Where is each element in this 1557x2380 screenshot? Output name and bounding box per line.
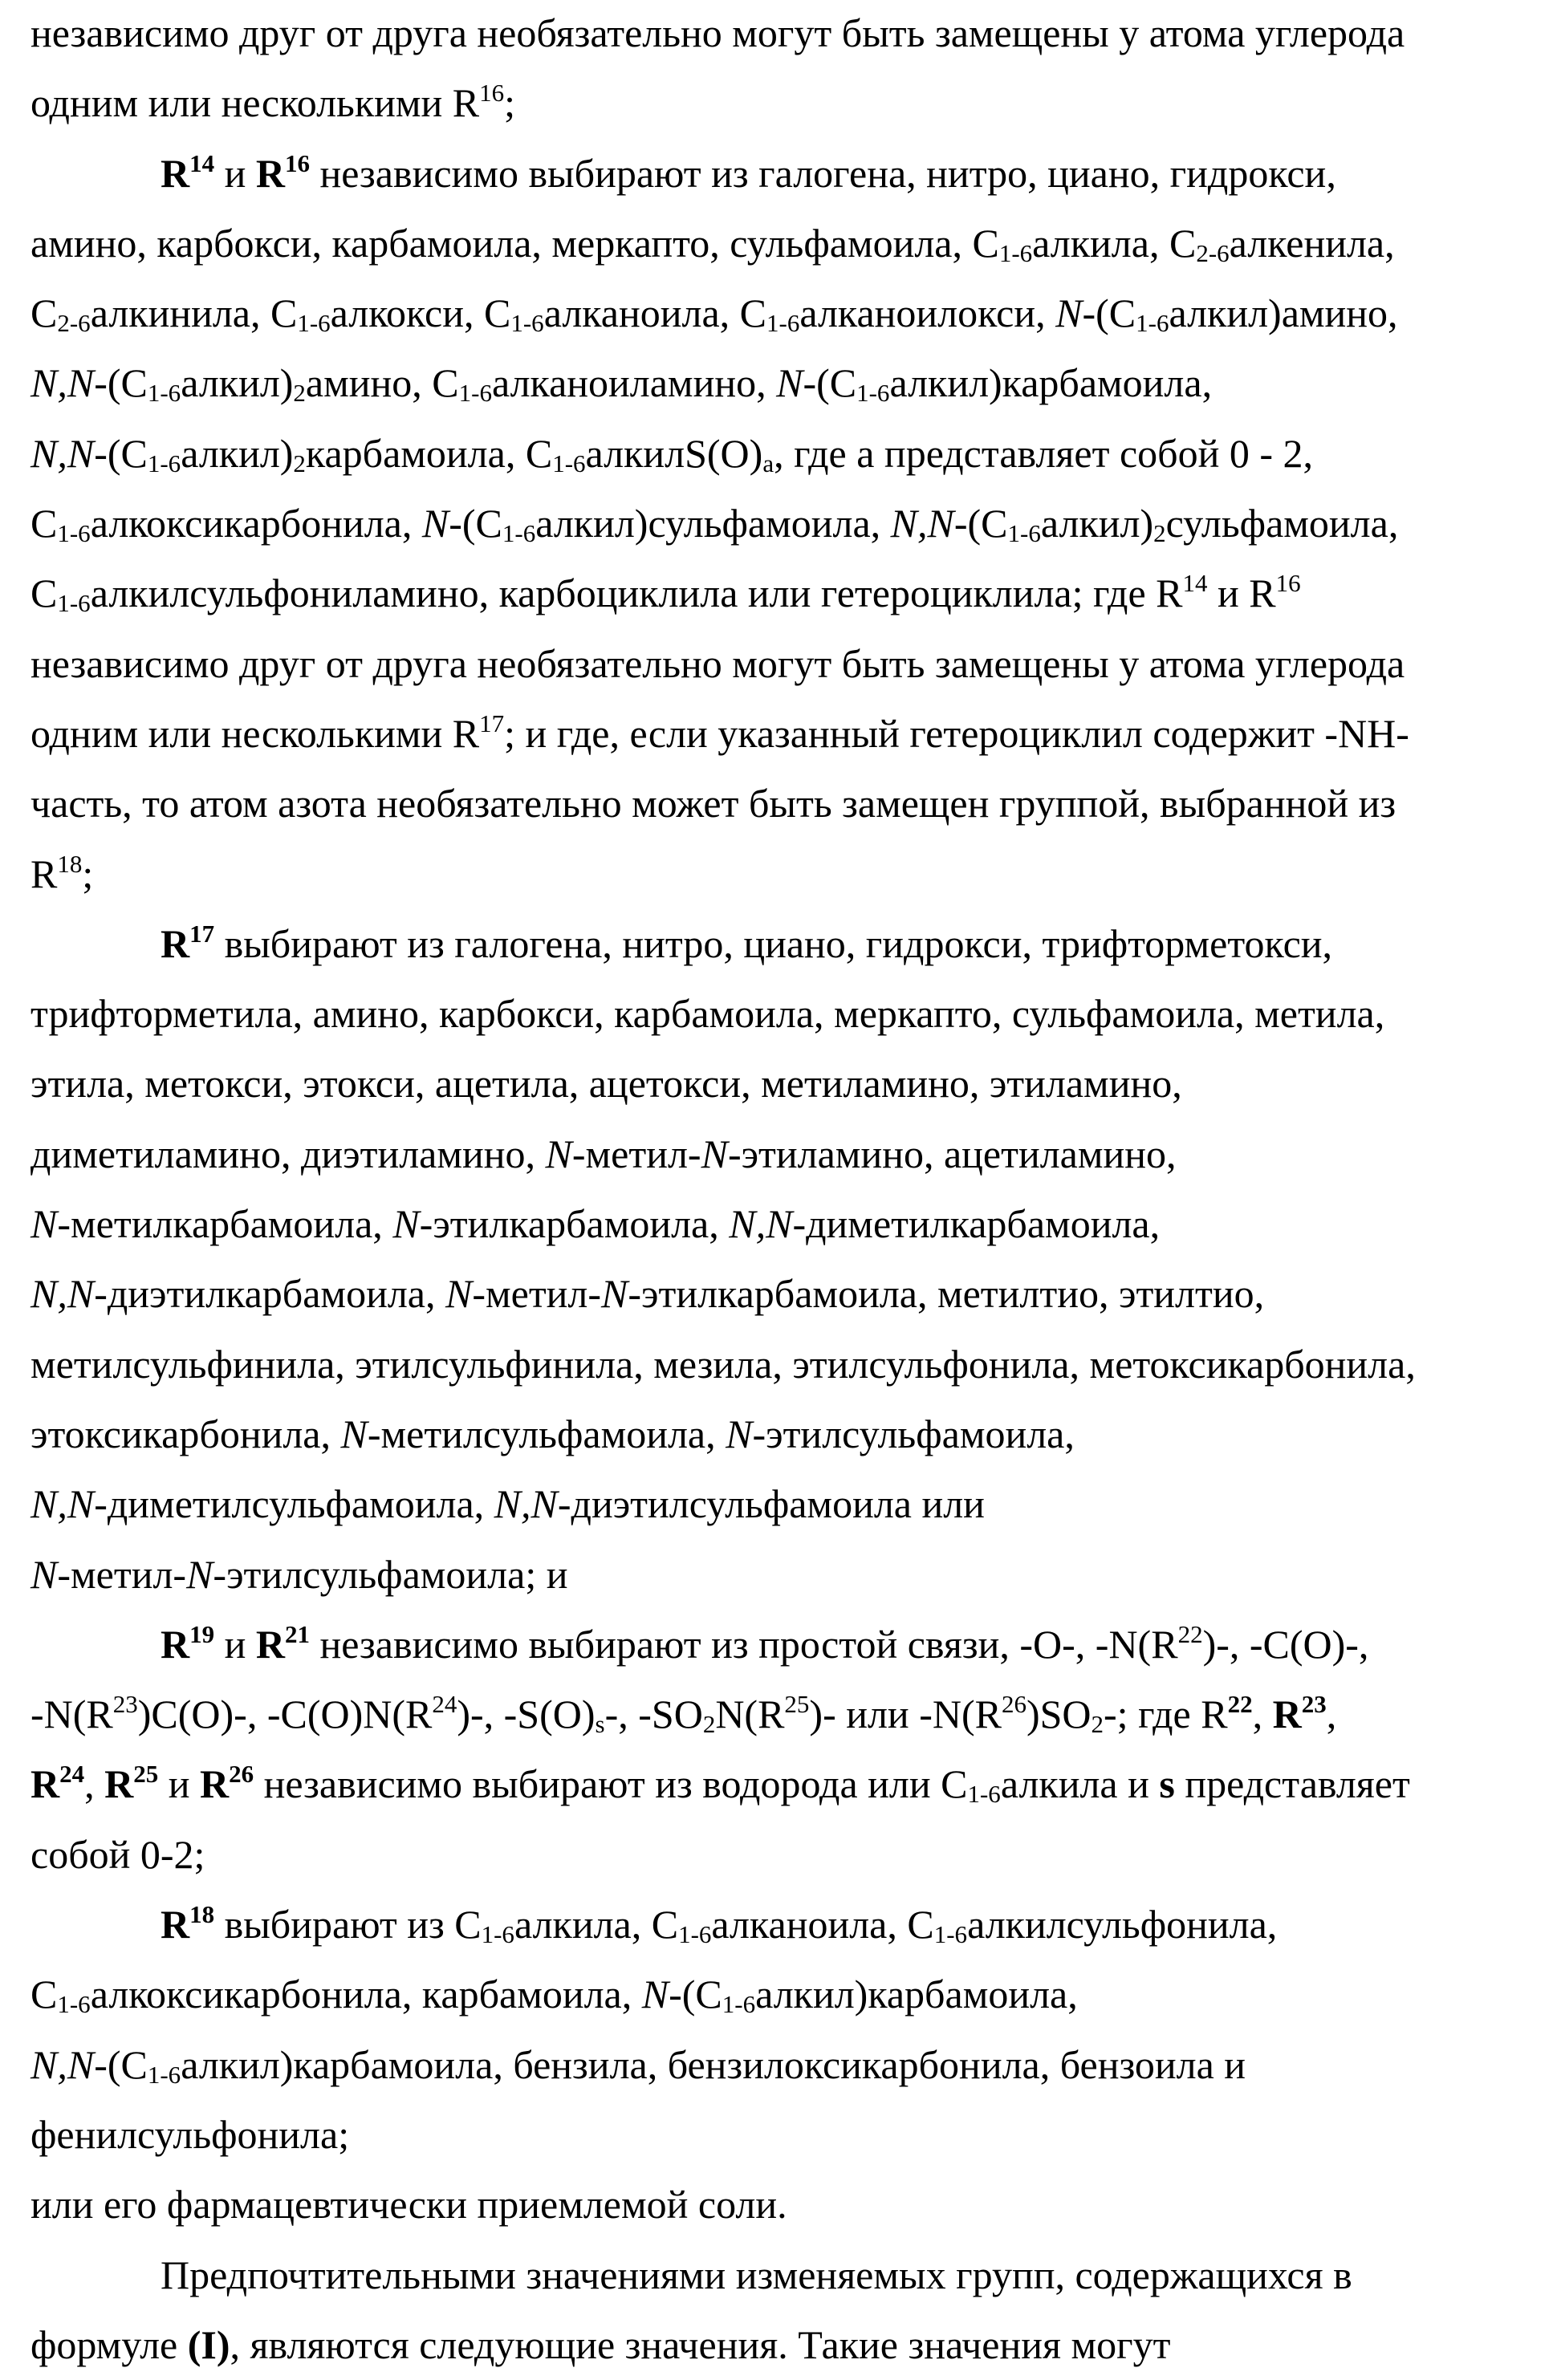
bold-run: R xyxy=(161,1902,189,1947)
text-run: , xyxy=(1327,1692,1337,1736)
text-run: -(C xyxy=(669,1972,722,2017)
text-run: представляет xyxy=(1175,1761,1410,1806)
subscript: 1-6 xyxy=(482,1920,514,1948)
italic-run: N,N xyxy=(30,1481,94,1526)
text-run: -метилкарбамоила, xyxy=(57,1201,392,1246)
text-run: )-, -C(O)-, xyxy=(1203,1622,1369,1667)
text-line xyxy=(30,1540,1557,1610)
text-line xyxy=(30,2100,1557,2170)
italic-run: N xyxy=(546,1131,572,1176)
text-line xyxy=(30,1820,1557,1890)
text-run: независимо выбирают из простой связи, -O-, -N(R xyxy=(310,1622,1178,1667)
text-run: -метилсульфамоила, xyxy=(368,1411,726,1456)
text-run: алкилсульфониламино, карбоциклила или гетероциклила; где R xyxy=(91,571,1183,615)
text-line xyxy=(30,979,1557,1049)
text-run: -диэтилкарбамоила, xyxy=(94,1271,445,1316)
text-run: -метил- xyxy=(57,1552,186,1597)
italic-run: N xyxy=(1055,290,1082,335)
superscript: 18 xyxy=(57,850,82,878)
subscript: 1-6 xyxy=(57,589,90,617)
text-run: одним или несколькими R xyxy=(30,711,479,756)
text-run: алкил)карбамоила, бензила, бензилоксикарбонила, бензоила и xyxy=(181,2042,1246,2087)
italic-run: N,N xyxy=(30,431,94,476)
text-run: , являются следующие значения. Такие значения могут xyxy=(230,2322,1171,2367)
bold-run: R xyxy=(30,1761,59,1806)
bold-run: R xyxy=(104,1761,133,1806)
subscript: 1-6 xyxy=(967,1780,1000,1808)
text-line xyxy=(30,68,1557,138)
subscript: 1-6 xyxy=(148,379,181,407)
text-run: и xyxy=(214,1622,256,1667)
subscript: 1-6 xyxy=(766,309,799,337)
subscript: 1-6 xyxy=(999,239,1032,267)
italic-run: N xyxy=(422,501,449,546)
text-run: алкил) xyxy=(181,360,293,405)
text-line xyxy=(30,558,1557,628)
italic-run: N xyxy=(445,1271,472,1316)
text-run: -этилсульфамоила; и xyxy=(213,1552,567,1597)
subscript: 2-6 xyxy=(57,309,90,337)
paragraph-first-line xyxy=(30,139,1557,209)
text-run: R xyxy=(30,851,57,896)
text-run: и R xyxy=(1208,571,1276,615)
text-run: выбирают из галогена, нитро, циано, гидрокси, трифторметокси, xyxy=(214,921,1332,966)
bold-superscript: 17 xyxy=(189,920,214,948)
text-run: )- или -N(R xyxy=(809,1692,1002,1736)
text-run: независимо выбирают из галогена, нитро, циано, гидрокси, xyxy=(310,151,1336,196)
italic-run: N,N xyxy=(30,1271,94,1316)
text-run: Предпочтительными значениями изменяемых групп, содержащихся в xyxy=(161,2252,1352,2297)
text-line xyxy=(30,419,1557,489)
text-run: C xyxy=(30,571,57,615)
paragraph-first-line xyxy=(30,2240,1557,2310)
bold-superscript: 24 xyxy=(59,1760,84,1788)
subscript: 1-6 xyxy=(678,1920,711,1948)
text-run: -диметилсульфамоила, xyxy=(94,1481,494,1526)
text-run: сульфамоила, xyxy=(1166,501,1399,546)
text-line xyxy=(30,1679,1557,1749)
text-run: ; xyxy=(82,851,93,896)
subscript: 1-6 xyxy=(148,2061,181,2089)
text-run: собой 0-2; xyxy=(30,1832,205,1877)
text-run: формуле xyxy=(30,2322,188,2367)
subscript: 2 xyxy=(293,449,306,477)
bold-run: R xyxy=(161,1622,189,1667)
italic-run: N xyxy=(392,1201,419,1246)
italic-run: N xyxy=(701,1131,728,1176)
text-run: C xyxy=(30,1972,57,2017)
text-run: -(C xyxy=(954,501,1008,546)
subscript: 1-6 xyxy=(502,519,535,547)
superscript: 16 xyxy=(479,79,504,107)
text-run: ; и где, если указанный гетероциклил содержит -NH- xyxy=(504,711,1409,756)
text-run: алкил) xyxy=(1041,501,1153,546)
paragraph-first-line xyxy=(30,1610,1557,1679)
text-line xyxy=(30,278,1557,348)
text-line xyxy=(30,0,1557,68)
text-line xyxy=(30,1399,1557,1469)
text-run: алканоила, C xyxy=(544,290,766,335)
italic-run: N,N xyxy=(30,360,94,405)
superscript: 17 xyxy=(479,709,504,737)
subscript: a xyxy=(762,449,774,477)
text-line xyxy=(30,699,1557,769)
text-run: независимо друг от друга необязательно могут быть замещены у атома углерода xyxy=(30,641,1405,686)
text-run: и xyxy=(158,1761,200,1806)
text-run: часть, то атом азота необязательно может быть замещен группой, выбранной из xyxy=(30,781,1396,826)
text-run: -(C xyxy=(94,2042,148,2087)
text-run: алкенила, xyxy=(1230,221,1395,266)
bold-run: s xyxy=(1159,1761,1174,1806)
subscript: 1-6 xyxy=(148,449,181,477)
text-line xyxy=(30,1119,1557,1189)
text-run: этила, метокси, этокси, ацетила, ацетокси, метиламино, этиламино, xyxy=(30,1061,1182,1106)
text-run: ; xyxy=(504,80,515,125)
superscript: 22 xyxy=(1178,1620,1203,1648)
text-run: выбирают из C xyxy=(214,1902,482,1947)
text-run: фенилсульфонила; xyxy=(30,2112,349,2157)
bold-run: R xyxy=(256,1622,285,1667)
subscript: 2 xyxy=(703,1710,716,1738)
italic-run: N,N xyxy=(891,501,954,546)
text-run: трифторметила, амино, карбокси, карбамоила, меркапто, сульфамоила, метила, xyxy=(30,991,1384,1036)
subscript: 2 xyxy=(293,379,306,407)
text-run: алкил)карбамоила, xyxy=(755,1972,1078,2017)
text-run: -N(R xyxy=(30,1692,113,1736)
bold-run: R xyxy=(1273,1692,1302,1736)
text-run: -; где R xyxy=(1104,1692,1228,1736)
text-line xyxy=(30,1960,1557,2029)
text-run: независимо выбирают из водорода или C xyxy=(254,1761,967,1806)
bold-superscript: 22 xyxy=(1228,1690,1253,1718)
subscript: 2 xyxy=(1153,519,1166,547)
text-run: -, -SO xyxy=(605,1692,703,1736)
text-run: , xyxy=(84,1761,104,1806)
paragraph-first-line xyxy=(30,909,1557,979)
superscript: 23 xyxy=(113,1690,138,1718)
subscript: 1-6 xyxy=(57,1990,90,2018)
paragraph-first-line xyxy=(30,1890,1557,1960)
text-run: этоксикарбонила, xyxy=(30,1411,340,1456)
text-line xyxy=(30,348,1557,418)
text-run: алкил)амино, xyxy=(1169,290,1397,335)
text-run: алкила, C xyxy=(1032,221,1196,266)
text-line xyxy=(30,1469,1557,1539)
text-run: -(C xyxy=(94,360,148,405)
italic-run: N xyxy=(726,1411,752,1456)
subscript: 1-6 xyxy=(934,1920,967,1948)
italic-run: N xyxy=(30,1201,57,1246)
italic-run: N xyxy=(601,1271,628,1316)
superscript: 26 xyxy=(1002,1690,1026,1718)
text-run: метилсульфинила, этилсульфинила, мезила, этилсульфонила, метоксикарбонила, xyxy=(30,1342,1416,1387)
subscript: 1-6 xyxy=(856,379,889,407)
superscript: 24 xyxy=(432,1690,457,1718)
text-line xyxy=(30,1749,1557,1819)
italic-run: N xyxy=(642,1972,669,2017)
italic-run: N xyxy=(340,1411,367,1456)
bold-run: (I) xyxy=(188,2322,230,2367)
text-run: )SO xyxy=(1026,1692,1092,1736)
document-body xyxy=(30,0,1557,2380)
text-run: -(C xyxy=(803,360,856,405)
text-line xyxy=(30,209,1557,278)
superscript: 25 xyxy=(784,1690,809,1718)
text-run: -этилкарбамоила, метилтио, этилтио, xyxy=(628,1271,1264,1316)
text-run: , xyxy=(1253,1692,1273,1736)
text-line xyxy=(30,629,1557,699)
text-run: )C(O)-, -C(O)N(R xyxy=(138,1692,433,1736)
text-run: -(C xyxy=(1082,290,1136,335)
text-line xyxy=(30,1189,1557,1259)
subscript: 2-6 xyxy=(1196,239,1229,267)
text-run: одним или несколькими R xyxy=(30,80,479,125)
text-run: алкил)карбамоила, xyxy=(889,360,1212,405)
text-run: или его фармацевтически приемлемой соли. xyxy=(30,2182,787,2227)
subscript: 1-6 xyxy=(459,379,492,407)
text-run: -(C xyxy=(449,501,502,546)
text-run: -метил- xyxy=(472,1271,601,1316)
text-run: карбамоила, C xyxy=(306,431,552,476)
text-run: амино, карбокси, карбамоила, меркапто, сульфамоила, C xyxy=(30,221,999,266)
subscript: 1-6 xyxy=(1008,519,1041,547)
italic-run: N,N xyxy=(729,1201,792,1246)
bold-run: R xyxy=(200,1761,229,1806)
subscript: s xyxy=(596,1710,605,1738)
bold-run: R xyxy=(161,921,189,966)
text-line xyxy=(30,2030,1557,2100)
text-run: алкокси, C xyxy=(331,290,511,335)
bold-superscript: 18 xyxy=(189,1900,214,1928)
text-run: -метил- xyxy=(572,1131,701,1176)
text-run: алкинила, C xyxy=(91,290,298,335)
text-run: алкил) xyxy=(181,431,293,476)
italic-run: N xyxy=(186,1552,213,1597)
subscript: 1-6 xyxy=(722,1990,755,2018)
text-line xyxy=(30,2170,1557,2240)
bold-run: R xyxy=(256,151,285,196)
text-line xyxy=(30,2310,1557,2380)
bold-superscript: 14 xyxy=(189,149,214,177)
italic-run: N,N xyxy=(30,2042,94,2087)
text-line xyxy=(30,769,1557,839)
bold-run: R xyxy=(161,151,189,196)
subscript: 1-6 xyxy=(510,309,543,337)
text-run: независимо друг от друга необязательно могут быть замещены у атома углерода xyxy=(30,10,1405,55)
text-run: диметиламино, диэтиламино, xyxy=(30,1131,546,1176)
text-run: алканоиламино, xyxy=(492,360,776,405)
text-run: C xyxy=(30,290,57,335)
text-run: алкил)сульфамоила, xyxy=(535,501,890,546)
text-line xyxy=(30,839,1557,909)
text-run: -диметилкарбамоила, xyxy=(792,1201,1160,1246)
italic-run: N xyxy=(776,360,803,405)
text-run: алкилS(O) xyxy=(586,431,763,476)
text-run: амино, C xyxy=(306,360,459,405)
superscript: 14 xyxy=(1183,569,1208,597)
text-run: -этилкарбамоила, xyxy=(420,1201,730,1246)
bold-superscript: 21 xyxy=(285,1620,310,1648)
bold-superscript: 19 xyxy=(189,1620,214,1648)
text-run: алкоксикарбонила, карбамоила, xyxy=(91,1972,642,2017)
text-line xyxy=(30,489,1557,558)
subscript: 1-6 xyxy=(1136,309,1169,337)
superscript: 16 xyxy=(1276,569,1301,597)
text-run: C xyxy=(30,501,57,546)
subscript: 2 xyxy=(1092,1710,1104,1738)
text-run: -(C xyxy=(94,431,148,476)
italic-run: N,N xyxy=(494,1481,558,1526)
text-run: -этиламино, ацетиламино, xyxy=(728,1131,1177,1176)
bold-superscript: 23 xyxy=(1302,1690,1327,1718)
italic-run: N xyxy=(30,1552,57,1597)
text-run: и xyxy=(214,151,256,196)
bold-superscript: 16 xyxy=(285,149,310,177)
text-run: N(R xyxy=(715,1692,784,1736)
text-run: алкоксикарбонила, xyxy=(91,501,422,546)
text-run: )-, -S(O) xyxy=(457,1692,595,1736)
text-run: -диэтилсульфамоила или xyxy=(558,1481,985,1526)
text-run: -этилсульфамоила, xyxy=(752,1411,1074,1456)
bold-superscript: 26 xyxy=(229,1760,254,1788)
text-line xyxy=(30,1049,1557,1119)
text-line xyxy=(30,1259,1557,1329)
text-line xyxy=(30,1330,1557,1399)
text-run: алкила, C xyxy=(514,1902,678,1947)
bold-superscript: 25 xyxy=(133,1760,158,1788)
subscript: 1-6 xyxy=(297,309,330,337)
subscript: 1-6 xyxy=(57,519,90,547)
subscript: 1-6 xyxy=(552,449,585,477)
text-run: , где a представляет собой 0 - 2, xyxy=(774,431,1313,476)
text-run: алканоила, C xyxy=(711,1902,933,1947)
text-run: алкилсульфонила, xyxy=(967,1902,1277,1947)
text-run: алканоилокси, xyxy=(799,290,1055,335)
text-run: алкила и xyxy=(1001,1761,1160,1806)
